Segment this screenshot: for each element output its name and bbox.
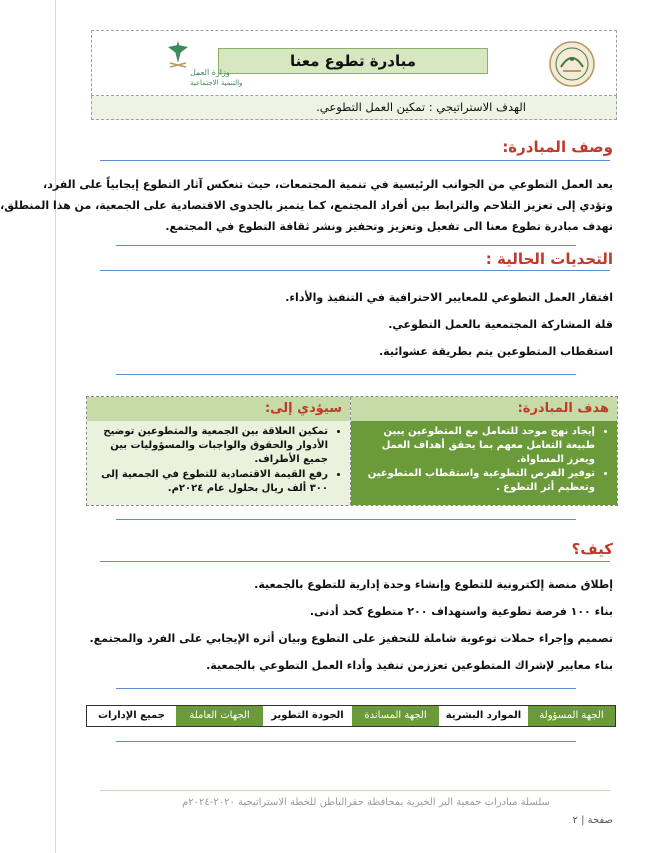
svg-text:والتنمية الاجتماعية: والتنمية الاجتماعية bbox=[190, 79, 243, 87]
challenge-item: قلة المشاركة المجتمعية بالعمل التطوعي. bbox=[388, 318, 613, 331]
challenges-title: التحديات الحالية : bbox=[485, 250, 613, 268]
description-title: وصف المبادرة: bbox=[502, 138, 613, 156]
initiative-goal-title: هدف المبادرة: bbox=[351, 397, 617, 421]
initiative-title: مبادرة تطوع معنا bbox=[218, 48, 488, 74]
strategic-goal: الهدف الاستراتيجي : تمكين العمل التطوعي. bbox=[91, 96, 617, 120]
divider bbox=[100, 160, 610, 161]
divider bbox=[116, 374, 576, 375]
divider bbox=[116, 688, 576, 689]
divider bbox=[116, 245, 576, 246]
outcome-item: • تمكين العلاقة بين الجمعية والمتطوعين توضيح الأدوار والحقوق والواجبات والمسؤوليات بين جميع الأطراف. bbox=[95, 425, 328, 467]
divider bbox=[100, 561, 610, 562]
supporting-party-label: الجهة المساندة bbox=[351, 706, 439, 726]
description-line-2: وتؤدي إلى تعزيز التلاحم والترابط بين أفراد المجتمع، كما يتميز بالجدوى الاقتصادية على الجمعية، من هذا المنطلق، bbox=[0, 199, 613, 212]
how-item: بناء ١٠٠ فرصة تطوعية واستهداف ٢٠٠ متطوع كحد أدنى. bbox=[309, 605, 613, 618]
responsibility-table bbox=[86, 705, 616, 727]
footer-divider bbox=[100, 790, 610, 791]
how-item: إطلاق منصة إلكترونية للتطوع وإنشاء وحدة إدارية للتطوع بالجمعية. bbox=[254, 578, 613, 591]
footer-text: سلسلة مبادرات جمعية البر الخيرية بمحافظة حفرالباطن للخطة الاستراتيجية ٢٠٢٠-٢٠٢٤م bbox=[182, 797, 550, 808]
working-parties-value: جميع الإدارات bbox=[87, 706, 175, 726]
goal-item: • توفير الفرص التطوعية واستقطاب المتطوعين وتعظيم أثر التطوع . bbox=[359, 467, 595, 495]
svg-text:وزارة العمل: وزارة العمل bbox=[190, 68, 230, 77]
divider bbox=[116, 519, 576, 520]
how-item: تصميم وإجراء حملات توعوية شاملة للتحفيز على التطوع وبيان أثره الإيجابي على الفرد والمجتمع. bbox=[89, 632, 613, 645]
goals-table bbox=[86, 396, 618, 506]
divider bbox=[100, 270, 610, 271]
header bbox=[91, 30, 617, 96]
ministry-logo bbox=[112, 35, 243, 93]
how-title: كيف؟ bbox=[571, 540, 613, 558]
page-number: صفحة | ٢ bbox=[572, 815, 613, 826]
association-logo bbox=[538, 37, 606, 91]
leads-to-title: سيؤدي إلى: bbox=[87, 397, 350, 421]
description-line-3: تهدف مبادرة تطوع معنا الى تفعيل وتعزيز وتحفيز ونشر ثقافة التطوع في المجتمع. bbox=[165, 220, 613, 233]
supporting-party-value: الجودة التطوير bbox=[263, 706, 351, 726]
working-parties-label: الجهات العاملة bbox=[175, 706, 263, 726]
outcome-item: • رفع القيمة الاقتصادية للتطوع في الجمعية إلى ٣٠٠ ألف ريال بحلول عام ٢٠٢٤م. bbox=[95, 468, 328, 496]
goal-item: • إيجاد نهج موحد للتعامل مع المتطوعين يبين طبيعة التعامل معهم بما يحقق أهداف العمل ويعزز المساواة. bbox=[359, 425, 595, 467]
how-item: بناء معايير لإشراك المتطوعين تعززمن تنفيذ وأداء العمل التطوعي بالجمعية. bbox=[206, 659, 613, 672]
description-line-1: يعد العمل التطوعي من الجوانب الرئيسية في تنمية المجتمعات، حيث تنعكس آثار التطوع إيجابياً على الفرد، bbox=[43, 178, 613, 191]
challenge-item: استقطاب المتطوعين يتم بطريقة عشوائية. bbox=[379, 345, 613, 358]
divider bbox=[116, 741, 576, 742]
responsible-party-value: الموارد البشرية bbox=[439, 706, 527, 726]
leads-to-column bbox=[87, 397, 351, 505]
responsible-party-label: الجهة المسؤولة bbox=[527, 706, 615, 726]
initiative-goal-column bbox=[351, 397, 617, 505]
challenge-item: افتقار العمل التطوعي للمعايير الاحترافية في التنفيذ والأداء. bbox=[285, 291, 613, 304]
